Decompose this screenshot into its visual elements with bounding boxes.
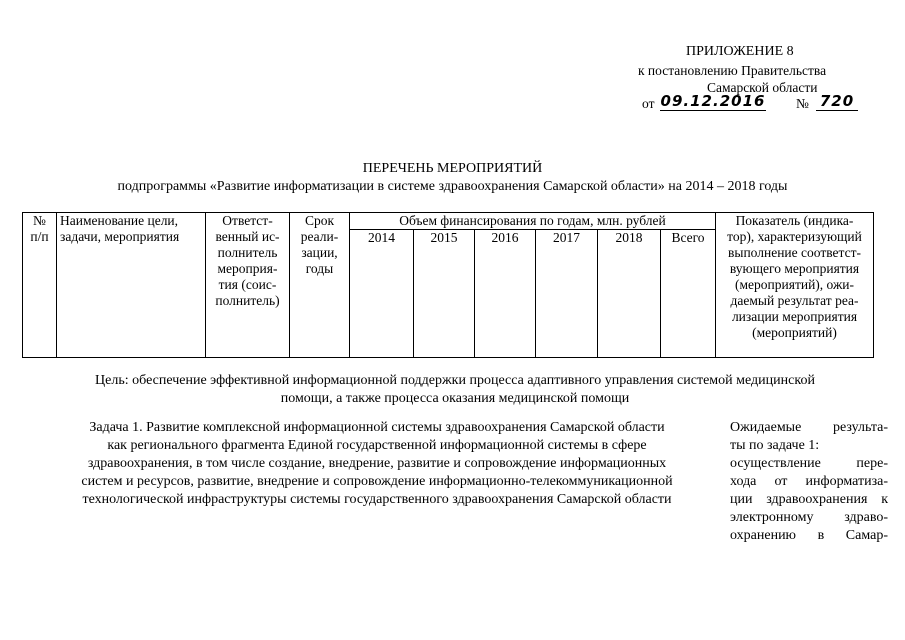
header-year-2016: 2016 [475, 230, 536, 358]
header-year-2017: 2017 [536, 230, 598, 358]
header-name: Наименование цели, задачи, мероприятия [57, 213, 206, 358]
annex-line1: к постановлению Правительства [638, 63, 827, 78]
document-title: ПЕРЕЧЕНЬ МЕРОПРИЯТИЙ [362, 161, 543, 176]
header-year-2015: 2015 [414, 230, 475, 358]
goal-text: Цель: обеспечение эффективной информационной поддержки процесса адаптивного управления системой медицинской помощи, а также процесса оказания медицинской помощи [95, 373, 815, 406]
annex-number: 720 [816, 92, 858, 111]
header-financing: Объем финансирования по годам, млн. рублей [350, 213, 716, 230]
document-subtitle: подпрограммы «Развитие информатизации в системе здравоохранения Самарской области» на 2014 – 2018 годы [117, 179, 788, 194]
measures-table [22, 212, 874, 358]
header-indicator: Показатель (индика- тор), характеризующий выполнение соответст- вующего мероприятия (мероприятий), ожи- даемый результат реа- лизации мероприятия (мероприятий) [716, 213, 874, 358]
task-1-text: Задача 1. Развитие комплексной информационной системы здравоохранения Самарской области как регионального фрагмента Единой государственной информационной системы в сфере здравоохранения, в том числе создание, внедрение, развитие и сопровождение информационных систем и ресурсов, развитие, внедрение и сопровождение информационно-телекоммуникационной технологической инфраструктуры системы государственного здравоохранения Самарской области [81, 420, 673, 507]
header-year-2018: 2018 [598, 230, 661, 358]
header-term: Срок реали- зации, годы [290, 213, 350, 358]
annex-title: ПРИЛОЖЕНИЕ 8 [686, 44, 794, 59]
annex-number-prefix: № [796, 96, 809, 111]
header-number: № п/п [23, 213, 57, 358]
header-responsible: Ответст- венный ис- полнитель мероприя- тия (соис- полнитель) [206, 213, 290, 358]
task-1-expected-results: Ожидаемые результа- ты по задаче 1: осуществление пере- хода от информатиза- ции здравоохранения к электронному здраво- охранению в Самар- [730, 420, 888, 543]
header-year-2014: 2014 [350, 230, 414, 358]
annex-date-prefix: от [642, 96, 655, 111]
annex-line2: Самарской области [707, 80, 818, 95]
header-total: Всего [661, 230, 716, 358]
annex-date: 09.12.2016 [660, 92, 766, 110]
